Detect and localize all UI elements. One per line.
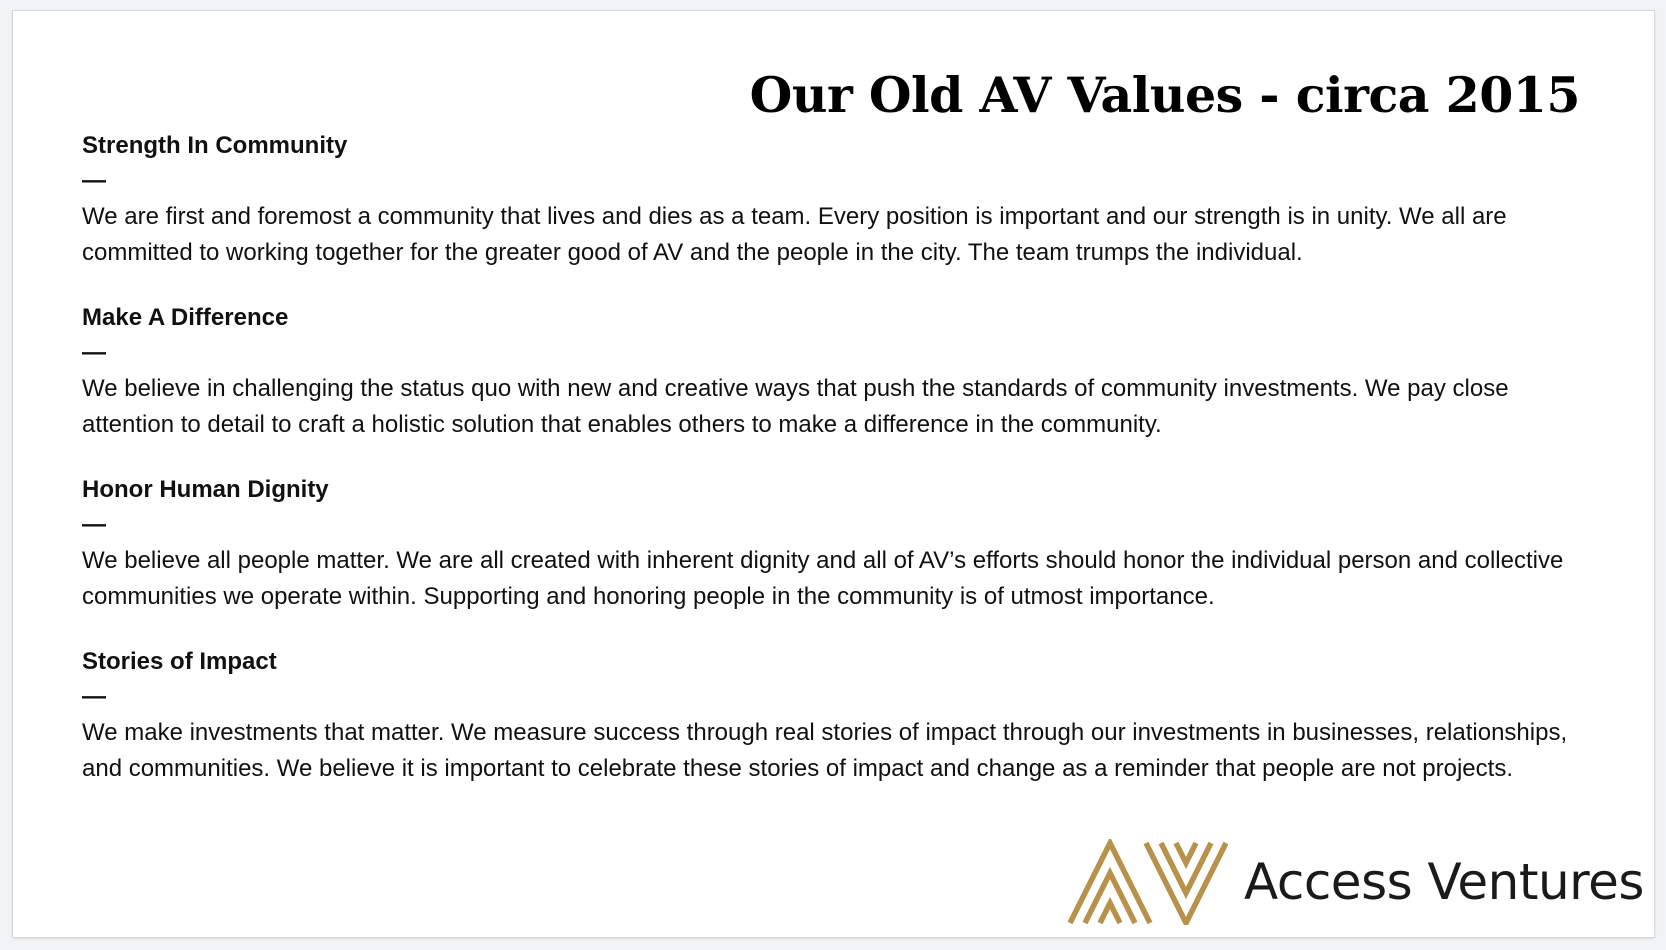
- value-block-make-a-difference: [82, 301, 1602, 442]
- value-heading: Honor Human Dignity: [82, 476, 329, 503]
- value-block-strength-in-community: [82, 129, 1602, 270]
- value-block-stories-of-impact: [82, 645, 1602, 786]
- value-description: We make investments that matter. We measure success through real stories of impact through our investments in businesses, relationships, and communities. We believe it is important to celebrate these stories of impact and change as a reminder that people are not projects.: [82, 719, 1568, 782]
- value-description: We believe all people matter. We are all created with inherent dignity and all of AV’s efforts should honor the individual person and collective communities we operate within. Supporting and honoring people in the community is of utmost importance.: [82, 547, 1564, 610]
- logo-wordmark: Access Ventures: [1244, 853, 1644, 911]
- value-divider: —: [82, 339, 106, 366]
- value-divider: —: [82, 511, 106, 538]
- value-divider: —: [82, 683, 106, 710]
- values-list: [82, 129, 1602, 786]
- slide: [13, 11, 1654, 937]
- value-heading: Stories of Impact: [82, 648, 277, 675]
- value-block-honor-human-dignity: [82, 473, 1602, 614]
- access-ventures-logo-mark-icon: [1068, 839, 1228, 925]
- value-divider: —: [82, 167, 106, 194]
- value-heading: Strength In Community: [82, 132, 348, 159]
- value-description: We are first and foremost a community that lives and dies as a team. Every position is important and our strength is in unity. We all are committed to working together for the greater good of AV and the people in the city. The team trumps the individual.: [82, 203, 1507, 266]
- slide-title: Our Old AV Values - circa 2015: [749, 66, 1580, 124]
- value-description: We believe in challenging the status quo with new and creative ways that push the standards of community investments. We pay close attention to detail to craft a holistic solution that enables others to make a difference in the community.: [82, 375, 1509, 438]
- value-heading: Make A Difference: [82, 304, 289, 331]
- access-ventures-logo: [1068, 837, 1652, 927]
